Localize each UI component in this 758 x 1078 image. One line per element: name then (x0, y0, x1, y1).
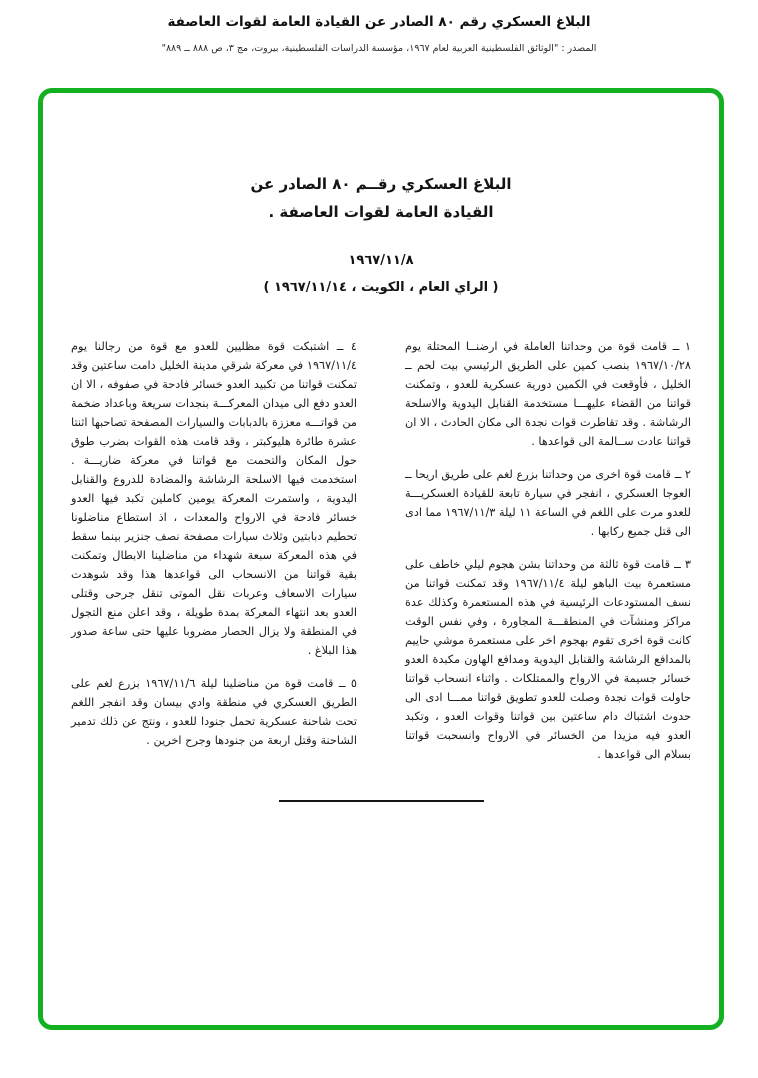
page-header (0, 0, 758, 54)
document-title (71, 171, 691, 227)
scanned-document-frame (38, 88, 724, 1030)
page-title: البلاغ العسكري رقم ٨٠ الصادر عن القيادة العامة لقوات العاصفة (167, 14, 591, 30)
right-column (405, 337, 691, 778)
text-columns (71, 337, 691, 778)
document-publication: ( الراي العام ، الكويت ، ١٩٦٧/١١/١٤ ) (263, 279, 499, 295)
paragraph-3: ٣ ــ قامت قوة ثالثة من وحداتنا بشن هجوم ليلي خاطف على مستعمرة بيت الباهو ليلة ١٩٦٧/١١/٤ وقد تمكنت قواتنا من نسف المستودعات الرئيسية في هذه المستعمرة وكذلك عدة مراكز ومنشآت في المنطقـــة المجاورة ، وفي نفس الوقت كانت قوة اخرى تقوم بهجوم اخر على مستعمرة موشي حاييم بالمدافع الرشاشة والقنابل اليدوية ومدافع الهاون مكبدة العدو خسائر جسيمة في الارواح والممتلكات . واثناء انسحاب قواتنا حاولت قوات نجدة وصلت للعدو تطويق قواتنا ممـــا ادى الى حدوث اشتباك دام ساعتين بين قواتنا وقوات العدو ، وتكبد العدو فيه مزيدا من الخسائر في الارواح وانسحبت قواتنا بسلام الى قواعدها . (405, 558, 691, 762)
paragraph-2: ٢ ــ قامت قوة اخرى من وحداتنا بزرع لغم على طريق اريحا ــ العوجا العسكري ، انفجر في سيارة تابعة للقيادة العسكريـــة للعدو مرت على اللغم في الساعة ١١ ليلة ١٩٦٧/١١/٣ مما ادى الى قتل جميع ركابها . (405, 468, 691, 539)
document-date: ١٩٦٧/١١/٨ (348, 252, 414, 268)
source-citation: المصدر : "الوثائق الفلسطينية العربية لعام ١٩٦٧، مؤسسة الدراسات الفلسطينية، بيروت، مج ٣، ص ٨٨٨ ــ ٨٨٩" (161, 42, 597, 54)
document-title-line-2: القيادة العامة لقوات العاصفة . (268, 202, 494, 221)
document-title-line-1: البلاغ العسكري رقــم ٨٠ الصادر عن (250, 175, 512, 193)
paragraph-4: ٤ ــ اشتبكت قوة مظليين للعدو مع قوة من رجالنا يوم ١٩٦٧/١١/٤ في معركة شرقي مدينة الخليل دامت ساعتين وقد تمكنت قواتنا من تكبيد العدو خسائر فادحة في صفوفه ، الا ان العدو دفع الى ميدان المعركـــة بنجدات سريعة وباعداد ضخمة من قواتـــه معززة بالدبابات والسيارات المصفحة تصاحبها اثنتا عشرة طائرة هليوكبتر ، وقد قامت هذه القوات بضرب طوق حول المكان والتحمت مع قواتنا في معركة ضاريـــة . استخدمت فيها الاسلحة الرشاشة والمضادة للدروع والقنابل اليدوية ، واستمرت المعركة يومين كاملين تكبد فيها العدو خسائر فادحة في الارواح والمعدات ، اذ استطاع مناضلونا تحطيم دبابتين وثلاث سيارات مصفحة نصف جنزير بينما سقط في هذه المعركة سبعة شهداء من مناضلينا الابطال وتمكنت بقية قواتنا من الانسحاب الى قواعدها هذا وقد شوهدت سيارات الاسعاف وعربات نقل الموتى تنقل جرحى وقتلى العدو بعد انتهاء المعركة بمدة طويلة ، وقد اعلن منع التجول في المنطقة ولا يزال الحصار مضروبا عليها حتى ساعة صدور هذا البلاغ . (71, 340, 357, 658)
paragraph-1: ١ ــ قامت قوة من وحداتنا العاملة في ارضنــا المحتلة يوم ١٩٦٧/١٠/٢٨ بنصب كمين على الطريق الرئيسي بيت لحم ــ الخليل ، فأوقعت في الكمين دورية عسكرية للعدو ، وتمكنت قواتنا من القضاء عليهـــا مستخدمة القنابل اليدوية والاسلحة الرشاشة . وقد تقاطرت قوات نجدة الى مكان الحادث ، الا ان قواتنا عادت ســالمة الى قواعدها . (405, 340, 691, 449)
document-body (43, 93, 719, 802)
bottom-divider-line (279, 800, 484, 802)
document-dates (71, 247, 691, 302)
paragraph-5: ٥ ــ قامت قوة من مناضلينا ليلة ١٩٦٧/١١/٦ بزرع لغم على الطريق العسكري في منطقة وادي بيسان وقد انفجر اللغم تحت شاحنة عسكرية تحمل جنودا للعدو ، ونتج عن ذلك تدمير الشاحنة وقتل اربعة من جنودها وجرح اخرين . (71, 677, 357, 748)
left-column (71, 337, 357, 778)
